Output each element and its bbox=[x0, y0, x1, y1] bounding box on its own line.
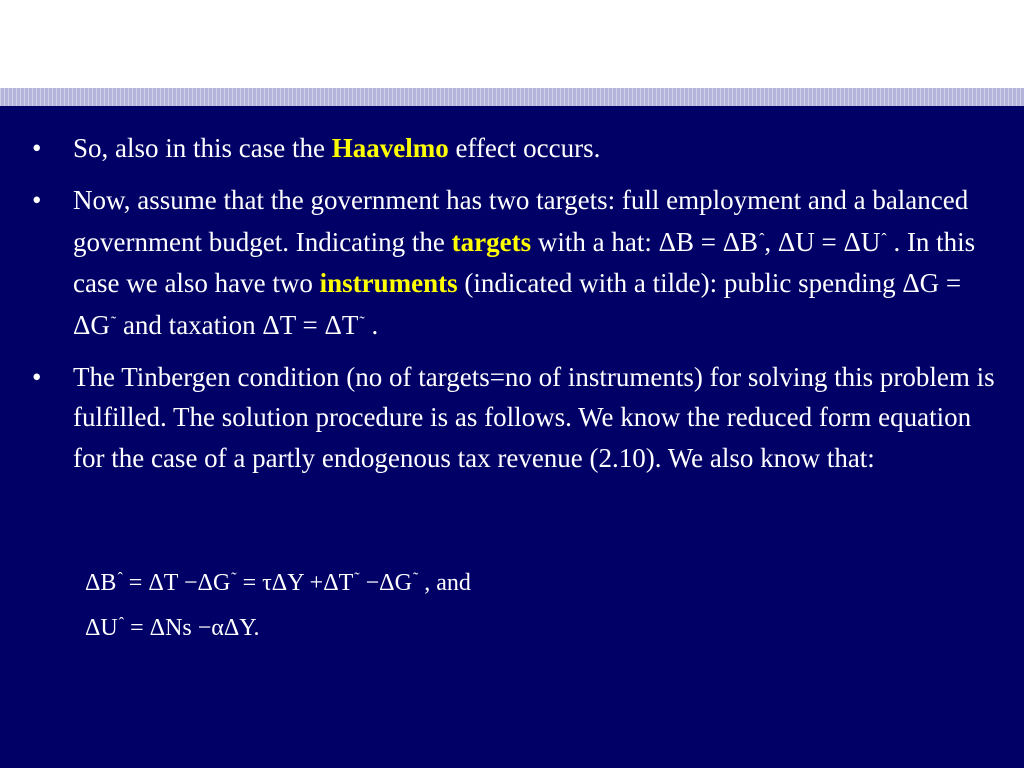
slide-body bbox=[0, 106, 1024, 768]
bullet-list bbox=[32, 128, 1004, 489]
hat-accent: ˆ bbox=[117, 570, 123, 587]
eq1-part-3: = τΔY +ΔT bbox=[236, 570, 354, 596]
bullet-item-1 bbox=[32, 128, 1004, 169]
bullet-1-text-b: effect occurs. bbox=[448, 133, 601, 163]
bullet-2-text-c: , ΔU = ΔU bbox=[764, 227, 881, 257]
hat-accent: ˆ bbox=[118, 615, 125, 632]
equation-unemployment bbox=[85, 609, 260, 643]
bullet-dot-icon: • bbox=[32, 361, 42, 392]
header-stripe bbox=[0, 88, 1024, 106]
bullet-3-text: The Tinbergen condition (no of targets=no of instruments) for solving this problem is fulfilled. The solution procedure is as follows. We know the reduced form equation for the case of a partly endogenous tax revenue (2.10). We also know that: bbox=[73, 361, 995, 473]
bullet-item-3 bbox=[32, 357, 1004, 479]
highlight-instruments: instruments bbox=[319, 267, 458, 298]
slide-title-area bbox=[0, 0, 1024, 88]
bullet-dot-icon: • bbox=[32, 133, 42, 163]
highlight-targets: targets bbox=[451, 227, 532, 257]
bullet-2-text-f: and taxation ΔT = ΔT bbox=[116, 310, 359, 340]
bullet-item-2 bbox=[32, 180, 1004, 346]
bullet-2-text-g: . bbox=[364, 310, 379, 340]
eq1-part-2: = ΔT −ΔG bbox=[122, 570, 231, 596]
tilde-accent: ˜ bbox=[231, 570, 237, 587]
bullet-dot-icon: • bbox=[32, 184, 42, 215]
tilde-accent: ˜ bbox=[354, 570, 360, 587]
eq2-part-1: ΔU bbox=[85, 615, 118, 641]
bullet-2-text-b: with a hat: ΔB = ΔB bbox=[531, 227, 759, 257]
highlight-haavelmo: Haavelmo bbox=[331, 133, 449, 163]
bullet-2-text-a: Now, assume that the government has two targets: full employment and a balanced government budget. Indicating the bbox=[73, 184, 969, 257]
eq1-part-4: −ΔG bbox=[359, 570, 412, 596]
tilde-accent: ˜ bbox=[110, 314, 117, 331]
equation-budget bbox=[85, 564, 471, 598]
eq1-part-5: , and bbox=[418, 570, 471, 596]
hat-accent: ˆ bbox=[881, 231, 887, 248]
bullet-1-text-a: So, also in this case the bbox=[73, 133, 332, 163]
eq2-part-2: = ΔNs −αΔY. bbox=[124, 615, 260, 641]
eq1-part-1: ΔB bbox=[85, 570, 117, 596]
tilde-accent: ˜ bbox=[359, 314, 365, 331]
hat-accent: ˆ bbox=[759, 231, 765, 248]
bullet-2-text-d: . In this case we also have two bbox=[73, 227, 976, 298]
bullet-2-text-e: (indicated with a tilde): public spending ΔG = ΔG bbox=[73, 267, 962, 340]
tilde-accent: ˜ bbox=[412, 570, 419, 587]
